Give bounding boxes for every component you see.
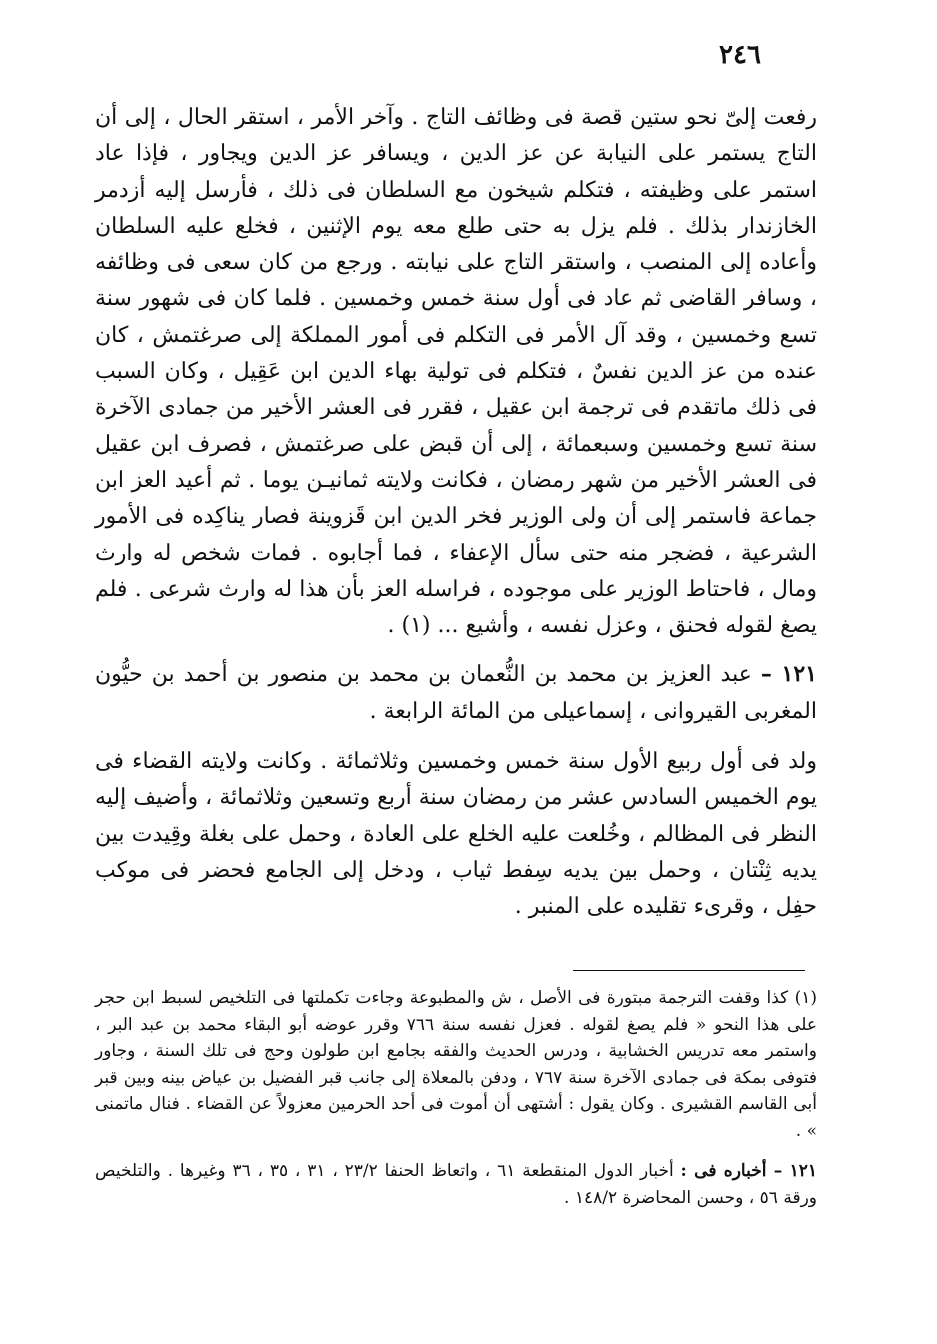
entry-heading-text: عبد العزيز بن محمد بن النُّعمان بن محمد بن منصور بن أحمد بن حيُّون المغربى القيروانى ، إسماعيلى من المائة الرابعة .: [95, 662, 817, 724]
paragraph-continuation: رفعت إلىّ نحو ستين قصة فى وظائف التاج . وآخر الأمر ، استقر الحال ، إلى أن التاج يستمر على النيابة عن عز الدين ، ويسافر عز الدين ويجاور ، فإذا عاد استمر على وظيفته ، فتكلم شيخون مع السلطان فى ذلك ، فأرسل إليه أزدمر الخازندار بذلك . فلم يزل به حتى طلع معه يوم الإثنين ، فخلع عليه السلطان وأعاده إلى المنصب ، واستقر التاج على نيابته . ورجع من كان سعى فى وظائفه ، وسافر القاضى ثم عاد فى أول سنة خمس وخمسين . فلما كان فى شهور سنة تسع وخمسين ، وقد آل الأمر فى التكلم فى أمور المملكة إلى صرغتمش ، كان عنده من عز الدين نفسٌ ، فتكلم فى تولية بهاء الدين ابن عَقِيل ، وكان السبب فى ذلك ماتقدم فى ترجمة ابن عقيل ، فقرر فى العشر الأخير من جمادى الآخرة سنة تسع وخمسين وسبعمائة ، إلى أن قبض على صرغتمش ، فصرف ابن عقيل فى العشر الأخير من شهر رمضان ، فكانت ولايته ثمانيـن يوما . ثم أعيد العز ابن جماعة فاستمر إلى أن ولى الوزير فخر الدين ابن قَزوينة فصار يناكِده فى الأمور الشرعية ، فضجر منه حتى سأل الإعفاء ، فما أجابوه . فمات شخص له وارث ومال ، فاحتاط الوزير على موجوده ، فراسله العز بأن هذا له وارث شرعى . فلم يصغ لقوله فحنق ، وعزل نفسه ، وأشيع ... (١) .: [95, 105, 817, 639]
main-text: [95, 100, 817, 926]
footnote-sources-text: أخبار الدول المنقطعة ٦١ ، واتعاظ الحنفا ٢٣/٢ ، ٣١ ، ٣٥ ، ٣٦ وغيرها . والتلخيص ورقة ٥٦ ، وحسن المحاضرة ١٤٨/٢ .: [95, 1161, 817, 1208]
footnote-divider: [573, 970, 805, 971]
footnote-sources-label: ١٢١ – أخباره فى :: [680, 1161, 818, 1181]
entry-number: ١٢١ –: [760, 661, 817, 688]
footnotes: [95, 985, 817, 1211]
footnote-sources: [95, 1158, 817, 1211]
paragraph-biography: ولد فى أول ربيع الأول سنة خمس وخمسين وثلاثمائة . وكانت ولايته القضاء فى يوم الخميس السادس عشر من رمضان سنة أربع وتسعين وثلاثمائة ، وأضيف إليه النظر فى المظالم ، وخُلعت عليه الخلع على العادة ، وحمل على بغلة وقِيدت بين يديه ثِنْتان ، وحمل بين يديه سِفط ثياب ، ودخل إلى الجامع فحضر فى موكب حفِل ، وقرىء تقليده على المنبر .: [95, 749, 817, 920]
biography-entry-heading: [95, 656, 817, 730]
footnote-1: (١) كذا وقفت الترجمة مبتورة فى الأصل ، ش والمطبوعة وجاءت تكملتها فى التلخيص لسبط ابن حجر على هذا النحو « فلم يصغ لقوله . فعزل نفسه سنة ٧٦٦ وقرر عوضه أبو البقاء محمد بن عبد البر ، واستمر معه تدريس الخشابية ، ودرس الحديث والفقه بجامع ابن طولون وحج فى تلك السنة ، وجاور فتوفى بمكة فى جمادى الآخرة سنة ٧٦٧ ، ودفن بالمعلاة إلى جانب قبر الفضيل بن عياض بينه وبين قبر أبى القاسم القشيرى . وكان يقول : أشتهى أن أموت فى أحد الحرمين معزولاً عن القضاء . فنال ماتمنى » .: [95, 988, 817, 1141]
page-number: ٢٤٦: [719, 40, 761, 70]
